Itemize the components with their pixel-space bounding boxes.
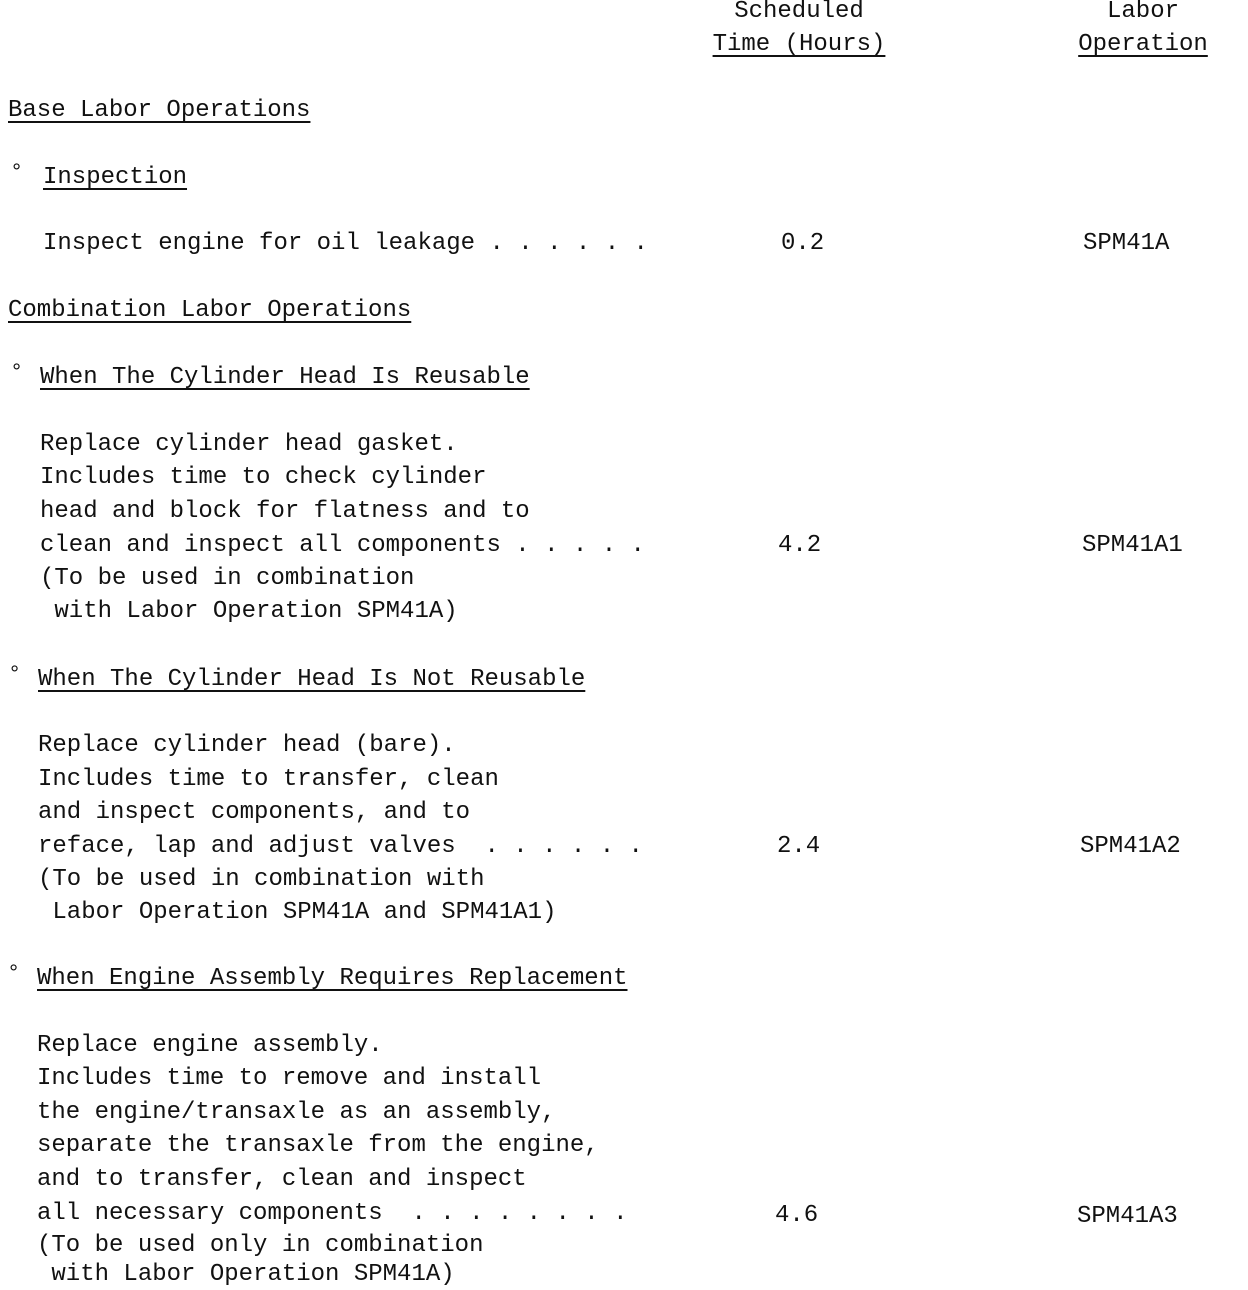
item-desc-line: Replace cylinder head gasket. bbox=[40, 431, 458, 458]
header-op-line1: Labor bbox=[1106, 0, 1179, 25]
item-desc-line: with Labor Operation SPM41A) bbox=[37, 1261, 455, 1288]
bullet-icon: ° bbox=[10, 160, 24, 185]
item-desc-line: Labor Operation SPM41A and SPM41A1) bbox=[38, 899, 557, 926]
item-desc-line: Inspect engine for oil leakage . . . . . . bbox=[43, 230, 648, 257]
item-desc-line: all necessary components . . . . . . . . bbox=[37, 1200, 628, 1227]
subheading-inspection: Inspection bbox=[43, 164, 188, 191]
item-desc-line: reface, lap and adjust valves . . . . . . bbox=[38, 833, 643, 860]
bullet-icon: ° bbox=[10, 360, 24, 385]
header-time-line2: Time (Hours) bbox=[712, 31, 886, 58]
item-op: SPM41A2 bbox=[1080, 833, 1181, 860]
item-op: SPM41A3 bbox=[1077, 1203, 1178, 1230]
item-desc-line: Includes time to check cylinder bbox=[40, 464, 487, 491]
item-desc-line: separate the transaxle from the engine, bbox=[37, 1132, 599, 1159]
item-op: SPM41A1 bbox=[1082, 532, 1183, 559]
item-desc-line: (To be used in combination bbox=[40, 565, 415, 592]
section-title-combination: Combination Labor Operations bbox=[8, 297, 412, 324]
item-desc-line: and to transfer, clean and inspect bbox=[37, 1166, 527, 1193]
item-desc-line: head and block for flatness and to bbox=[40, 498, 530, 525]
item-desc-line: clean and inspect all components . . . . . bbox=[40, 532, 645, 559]
item-desc-line: the engine/transaxle as an assembly, bbox=[37, 1099, 556, 1126]
item-desc-line: Includes time to transfer, clean bbox=[38, 766, 499, 793]
item-desc-line: Replace engine assembly. bbox=[37, 1032, 383, 1059]
item-time: 4.2 bbox=[778, 532, 822, 559]
item-op: SPM41A bbox=[1083, 230, 1170, 257]
subheading-head-reusable: When The Cylinder Head Is Reusable bbox=[40, 364, 530, 391]
item-time: 2.4 bbox=[777, 833, 821, 860]
bullet-icon: ° bbox=[7, 961, 21, 986]
item-desc-line: Replace cylinder head (bare). bbox=[38, 732, 456, 759]
item-desc-line: and inspect components, and to bbox=[38, 799, 471, 826]
bullet-icon: ° bbox=[8, 662, 22, 687]
item-desc-line: (To be used in combination with bbox=[38, 866, 485, 893]
item-desc-line: with Labor Operation SPM41A) bbox=[40, 598, 458, 625]
header-time-line1: Scheduled bbox=[734, 0, 864, 25]
section-title-base: Base Labor Operations bbox=[8, 97, 311, 124]
header-op-line2: Operation bbox=[1078, 31, 1208, 58]
subheading-head-not-reusable: When The Cylinder Head Is Not Reusable bbox=[38, 666, 586, 693]
item-desc-line: Includes time to remove and install bbox=[37, 1065, 542, 1092]
item-time: 0.2 bbox=[781, 230, 825, 257]
item-desc-line: (To be used only in combination bbox=[37, 1232, 484, 1259]
subheading-engine-replacement: When Engine Assembly Requires Replacement bbox=[37, 965, 628, 992]
item-time: 4.6 bbox=[775, 1202, 819, 1229]
